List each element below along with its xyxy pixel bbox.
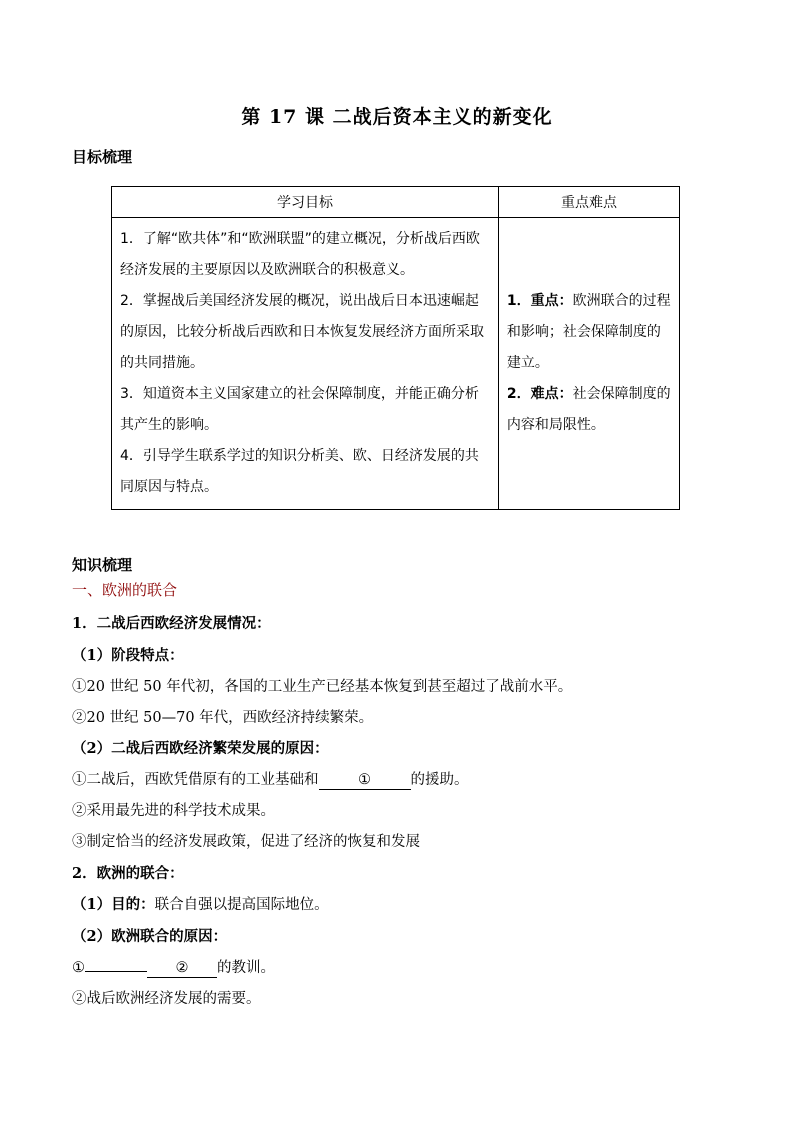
goals-heading: 目标梳理 xyxy=(72,148,133,166)
fill-blank-2a[interactable] xyxy=(85,971,147,972)
header-learning-goals: 学习目标 xyxy=(112,187,499,218)
point1-sub2-item1-before: ①二战后，西欧凭借原有的工业基础和 xyxy=(72,772,319,788)
header-key-points: 重点难点 xyxy=(498,187,679,218)
goal-item-1: 1．了解“欧共体”和“欧洲联盟”的建立概况，分析战后西欧经济发展的主要原因以及欧洲联合的积极意义。 xyxy=(120,231,480,278)
knowledge-heading: 知识梳理 xyxy=(72,556,133,574)
point2-sub1 xyxy=(72,893,329,914)
section-heading-european-union: 一、欧洲的联合 xyxy=(72,581,178,599)
point2-sub1-title: （1）目的： xyxy=(72,896,155,913)
point1-title: 1．二战后西欧经济发展情况： xyxy=(72,615,271,632)
point1-sub1-title: （1）阶段特点： xyxy=(72,647,184,664)
point1-sub2-item1 xyxy=(72,768,469,790)
point2-title: 2．欧洲的联合： xyxy=(72,865,184,882)
point2-sub2-item1 xyxy=(72,956,275,978)
key-point-focus-text: 欧洲联合的过程和影响；社会保障制度的建立。 xyxy=(506,293,671,371)
goals-cell xyxy=(112,218,499,510)
page-title: 第 17 课 二战后资本主义的新变化 xyxy=(241,106,553,128)
point1-sub1-item1: ①20 世纪 50 年代初，各国的工业生产已经基本恢复到甚至超过了战前水平。 xyxy=(72,679,573,695)
key-point-difficulty xyxy=(507,379,671,441)
point1-sub2-item3: ③制定恰当的经济发展政策，促进了经济的恢复和发展 xyxy=(72,834,420,850)
key-point-difficulty-text: 社会保障制度的内容和局限性。 xyxy=(506,386,671,433)
key-points-cell xyxy=(498,218,679,510)
point2-sub2-item1-prefix: ① xyxy=(72,960,85,976)
point1-sub2-item1-after: 的援助。 xyxy=(410,772,469,788)
key-point-difficulty-label: 2．难点： xyxy=(506,386,573,402)
key-point-focus xyxy=(507,286,671,379)
goal-item-4: 4．引导学生联系学过的知识分析美、欧、日经济发展的共同原因与特点。 xyxy=(120,448,479,495)
point1-sub2-title: （2）二战后西欧经济繁荣发展的原因： xyxy=(72,740,329,757)
fill-blank-1[interactable]: ① xyxy=(319,771,411,790)
point2-sub2-title: （2）欧洲联合的原因： xyxy=(72,928,228,945)
point1-sub2-item2: ②采用最先进的科学技术成果。 xyxy=(72,803,275,819)
goals-table xyxy=(111,186,680,510)
point2-sub1-text: 联合自强以提高国际地位。 xyxy=(154,897,329,913)
key-point-focus-label: 1．重点： xyxy=(506,293,573,309)
goal-item-3: 3．知道资本主义国家建立的社会保障制度，并能正确分析其产生的影响。 xyxy=(120,386,479,433)
point2-sub2-item1-after: 的教训。 xyxy=(217,960,275,976)
point1-sub1-item2: ②20 世纪 50—70 年代，西欧经济持续繁荣。 xyxy=(72,710,374,726)
point2-sub2-item2: ②战后欧洲经济发展的需要。 xyxy=(72,991,261,1007)
goal-item-2: 2．掌握战后美国经济发展的概况，说出战后日本迅速崛起的原因，比较分析战后西欧和日本恢复发展经济方面所采取的共同措施。 xyxy=(120,293,484,371)
fill-blank-2[interactable]: ② xyxy=(147,959,217,978)
